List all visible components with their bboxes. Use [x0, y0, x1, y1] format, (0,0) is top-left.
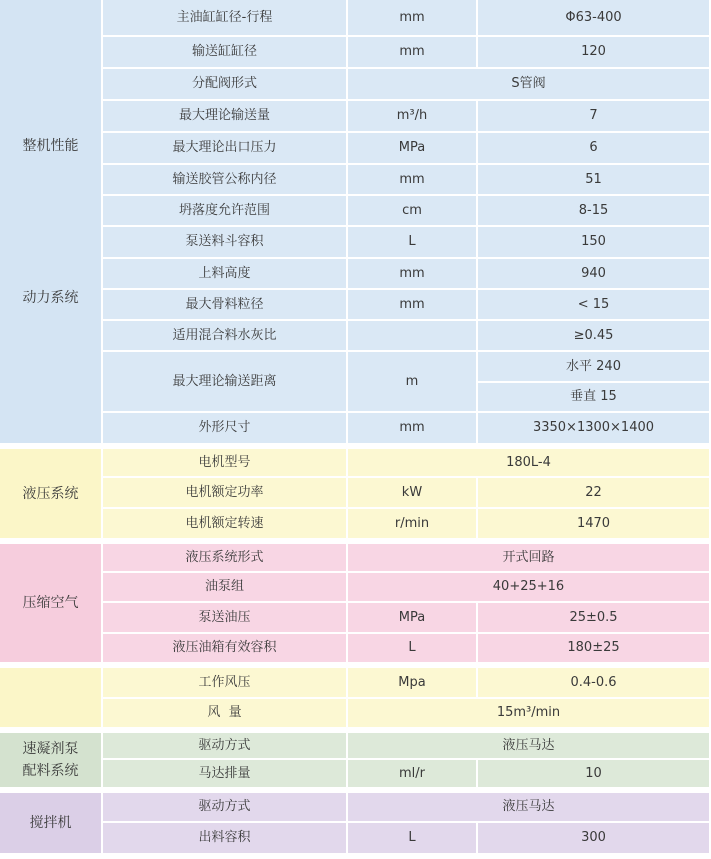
row-name: 泵送料斗容积 [103, 227, 348, 259]
group-performance: 整机性能 [22, 137, 79, 154]
row-unit: mm [348, 259, 478, 290]
row-name: 液压系统形式 [103, 544, 348, 573]
row-value: Φ63-400 [478, 0, 711, 37]
row-name: 出料容积 [103, 823, 348, 855]
row-value: 940 [478, 259, 711, 290]
row-value: 120 [478, 37, 711, 69]
group-accelerator-line1: 速凝剂泵 [22, 741, 79, 757]
row-value: 0.4-0.6 [478, 668, 711, 699]
row-name: 分配阀形式 [103, 69, 348, 101]
row-unit: L [348, 823, 478, 855]
row-value: ≥0.45 [478, 321, 711, 352]
row-unit: mm [348, 165, 478, 196]
row-name: 驱动方式 [103, 793, 348, 823]
row-name: 输送缸缸径 [103, 37, 348, 69]
row-value: 22 [478, 478, 711, 509]
row-value: 300 [478, 823, 711, 855]
group-label-air [0, 544, 103, 664]
row-value-merged: S管阀 [348, 69, 711, 101]
row-name: 外形尺寸 [103, 413, 348, 445]
group-air: 压缩空气 [22, 595, 79, 611]
row-name: 风 量 [103, 699, 348, 729]
row-name: 驱动方式 [103, 733, 348, 760]
row-value: 51 [478, 165, 711, 196]
row-unit: mm [348, 290, 478, 321]
row-name: 泵送油压 [103, 603, 348, 634]
row-unit: kW [348, 478, 478, 509]
row-name: 最大理论输送距离 [103, 352, 348, 413]
row-unit: mm [348, 0, 478, 37]
row-value-merged: 40+25+16 [348, 573, 711, 603]
row-value-vertical: 垂直 15 [478, 383, 711, 413]
row-unit: Mpa [348, 668, 478, 699]
row-unit: MPa [348, 603, 478, 634]
row-unit [348, 321, 478, 352]
row-value: 1470 [478, 509, 711, 540]
row-value: 7 [478, 101, 711, 133]
row-name: 输送胶管公称内径 [103, 165, 348, 196]
row-value: 150 [478, 227, 711, 259]
group-label-air-supply [0, 668, 103, 729]
row-name: 适用混合料水灰比 [103, 321, 348, 352]
row-unit: L [348, 634, 478, 664]
row-name: 最大骨料粒径 [103, 290, 348, 321]
row-value: 180±25 [478, 634, 711, 664]
row-unit: L [348, 227, 478, 259]
row-name: 油泵组 [103, 573, 348, 603]
row-unit: MPa [348, 133, 478, 165]
row-unit: cm [348, 196, 478, 227]
group-accelerator-line2: 配料系统 [22, 763, 79, 779]
row-name: 电机型号 [103, 449, 348, 478]
row-value: < 15 [478, 290, 711, 321]
row-value-merged: 180L-4 [348, 449, 711, 478]
row-name: 上料高度 [103, 259, 348, 290]
row-value-merged: 15m³/min [348, 699, 711, 729]
group-label-hydraulic [0, 449, 103, 540]
group-label-performance-power [0, 0, 103, 445]
row-unit: ml/r [348, 760, 478, 789]
row-value-merged: 液压马达 [348, 793, 711, 823]
row-name: 最大理论输送量 [103, 101, 348, 133]
row-name: 最大理论出口压力 [103, 133, 348, 165]
group-hydraulic: 液压系统 [22, 485, 79, 502]
row-unit: mm [348, 37, 478, 69]
row-unit: r/min [348, 509, 478, 540]
row-name: 液压油箱有效容积 [103, 634, 348, 664]
row-name: 主油缸缸径-行程 [103, 0, 348, 37]
row-value-horizontal: 水平 240 [478, 352, 711, 383]
row-value: 6 [478, 133, 711, 165]
row-value: 3350×1300×1400 [478, 413, 711, 445]
row-value-merged: 开式回路 [348, 544, 711, 573]
row-value: 25±0.5 [478, 603, 711, 634]
row-name: 电机额定转速 [103, 509, 348, 540]
row-value: 10 [478, 760, 711, 789]
group-mixer: 搅拌机 [29, 815, 72, 831]
row-name: 电机额定功率 [103, 478, 348, 509]
row-value-merged: 液压马达 [348, 733, 711, 760]
row-unit: mm [348, 413, 478, 445]
row-unit: m [348, 352, 478, 413]
row-value: 8-15 [478, 196, 711, 227]
row-name: 马达排量 [103, 760, 348, 789]
group-label-mixer [0, 793, 103, 855]
row-name: 坍落度允许范围 [103, 196, 348, 227]
row-name: 工作风压 [103, 668, 348, 699]
row-unit: m³/h [348, 101, 478, 133]
group-label-accelerator [0, 733, 103, 789]
group-power: 动力系统 [22, 289, 79, 306]
